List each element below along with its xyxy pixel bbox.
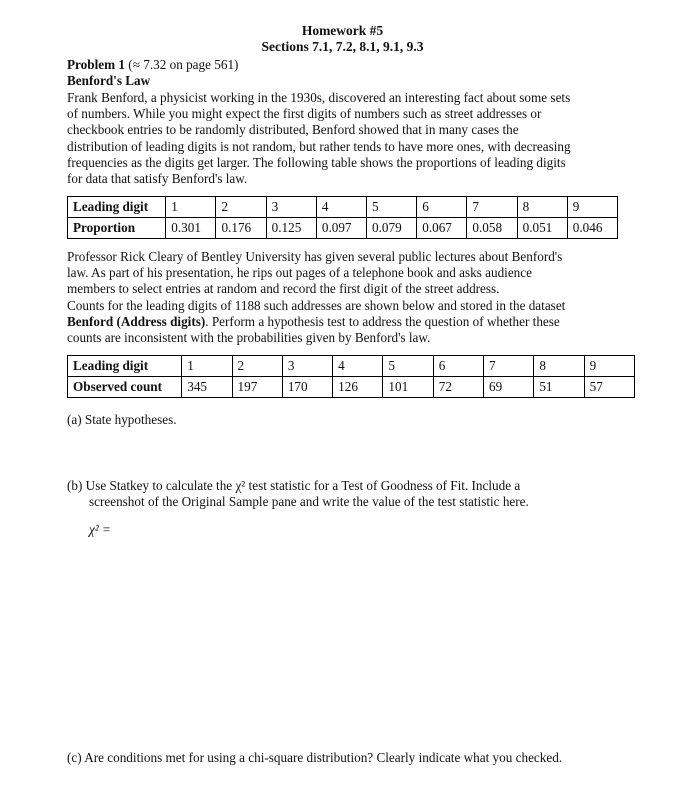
- question-b: [67, 478, 529, 510]
- intro-line: for data that satisfy Benford's law.: [67, 171, 248, 187]
- count-cell: 126: [333, 377, 383, 398]
- digit-cell: 2: [216, 197, 266, 218]
- homework-title: Homework #5: [301, 23, 384, 38]
- proportion-cell: 0.046: [567, 218, 617, 239]
- digit-cell: 4: [316, 197, 366, 218]
- digit-cell: 6: [433, 356, 483, 377]
- problem-heading: [67, 57, 238, 73]
- count-cell: 69: [484, 377, 534, 398]
- proportion-cell: 0.125: [266, 218, 316, 239]
- proportion-cell: 0.097: [316, 218, 366, 239]
- proportion-cell: 0.301: [166, 218, 216, 239]
- sections-subtitle: Sections 7.1, 7.2, 8.1, 9.1, 9.3: [261, 39, 424, 54]
- question-a: (a) State hypotheses.: [67, 412, 177, 427]
- count-cell: 51: [534, 377, 584, 398]
- paragraph-line: Professor Rick Cleary of Bentley University has given several public lectures about Benford's: [67, 249, 563, 264]
- count-cell: 345: [182, 377, 232, 398]
- digit-cell: 5: [367, 197, 417, 218]
- table-row: [68, 218, 618, 239]
- paragraph-line: Counts for the leading digits of 1188 such addresses are shown below and stored in the dataset: [67, 297, 566, 313]
- digit-cell: 3: [282, 356, 332, 377]
- count-cell: 101: [383, 377, 433, 398]
- digit-cell: 8: [534, 356, 584, 377]
- count-cell: 170: [282, 377, 332, 398]
- intro-paragraph: [67, 90, 617, 187]
- digit-cell: 8: [517, 197, 567, 218]
- row-header: Leading digit: [68, 197, 166, 218]
- digit-cell: 9: [567, 197, 617, 218]
- question-c: (c) Are conditions met for using a chi-square distribution? Clearly indicate what you checked.: [67, 750, 563, 765]
- problem-label: Problem 1: [67, 57, 125, 72]
- table-row: [68, 377, 635, 398]
- problem-reference: (≈ 7.32 on page 561): [125, 57, 239, 72]
- cleary-paragraph: [67, 249, 617, 346]
- paragraph-line: members to select entries at random and record the first digit of the street address.: [67, 281, 500, 297]
- paragraph-line: [67, 314, 617, 330]
- digit-cell: 9: [584, 356, 634, 377]
- digit-cell: 3: [266, 197, 316, 218]
- proportion-cell: 0.051: [517, 218, 567, 239]
- digit-cell: 4: [333, 356, 383, 377]
- paragraph-line: counts are inconsistent with the probabilities given by Benford's law.: [67, 330, 431, 346]
- row-header: Leading digit: [68, 356, 182, 377]
- digit-cell: 7: [484, 356, 534, 377]
- problem-name: Benford's Law: [67, 73, 151, 88]
- dataset-name: Benford (Address digits): [67, 313, 206, 329]
- chi-square-answer-label: χ² =: [89, 522, 111, 537]
- table-row: [68, 197, 618, 218]
- intro-line: Frank Benford, a physicist working in the 1930s, discovered an interesting fact about some sets: [67, 90, 571, 105]
- count-cell: 197: [232, 377, 282, 398]
- table-row: [68, 356, 635, 377]
- proportion-cell: 0.067: [417, 218, 467, 239]
- digit-cell: 5: [383, 356, 433, 377]
- digit-cell: 6: [417, 197, 467, 218]
- digit-cell: 1: [182, 356, 232, 377]
- intro-line: frequencies as the digits get larger. The following table shows the proportions of leading digits: [67, 154, 566, 170]
- row-header: Proportion: [68, 218, 166, 239]
- digit-cell: 2: [232, 356, 282, 377]
- intro-line: checkbook entries to be randomly distributed, Benford showed that in many cases the: [67, 122, 519, 138]
- observed-counts-table: [67, 355, 635, 398]
- benford-proportions-table: [67, 196, 618, 239]
- question-b-line: screenshot of the Original Sample pane and write the value of the test statistic here.: [89, 494, 529, 510]
- row-header: Observed count: [68, 377, 182, 398]
- paragraph-line: law. As part of his presentation, he rips out pages of a telephone book and asks audience: [67, 265, 532, 281]
- digit-cell: 1: [166, 197, 216, 218]
- intro-line: of numbers. While you might expect the first digits of numbers such as street addresses or: [67, 106, 542, 122]
- count-cell: 57: [584, 377, 634, 398]
- proportion-cell: 0.079: [367, 218, 417, 239]
- paragraph-text: . Perform a hypothesis test to address the question of whether these: [205, 313, 560, 329]
- digit-cell: 7: [467, 197, 517, 218]
- proportion-cell: 0.058: [467, 218, 517, 239]
- proportion-cell: 0.176: [216, 218, 266, 239]
- count-cell: 72: [433, 377, 483, 398]
- intro-line: distribution of leading digits is not random, but rather tends to have more ones, with decreasing: [67, 138, 571, 154]
- question-b-line: (b) Use Statkey to calculate the χ² test statistic for a Test of Goodness of Fit. Include a: [67, 478, 521, 493]
